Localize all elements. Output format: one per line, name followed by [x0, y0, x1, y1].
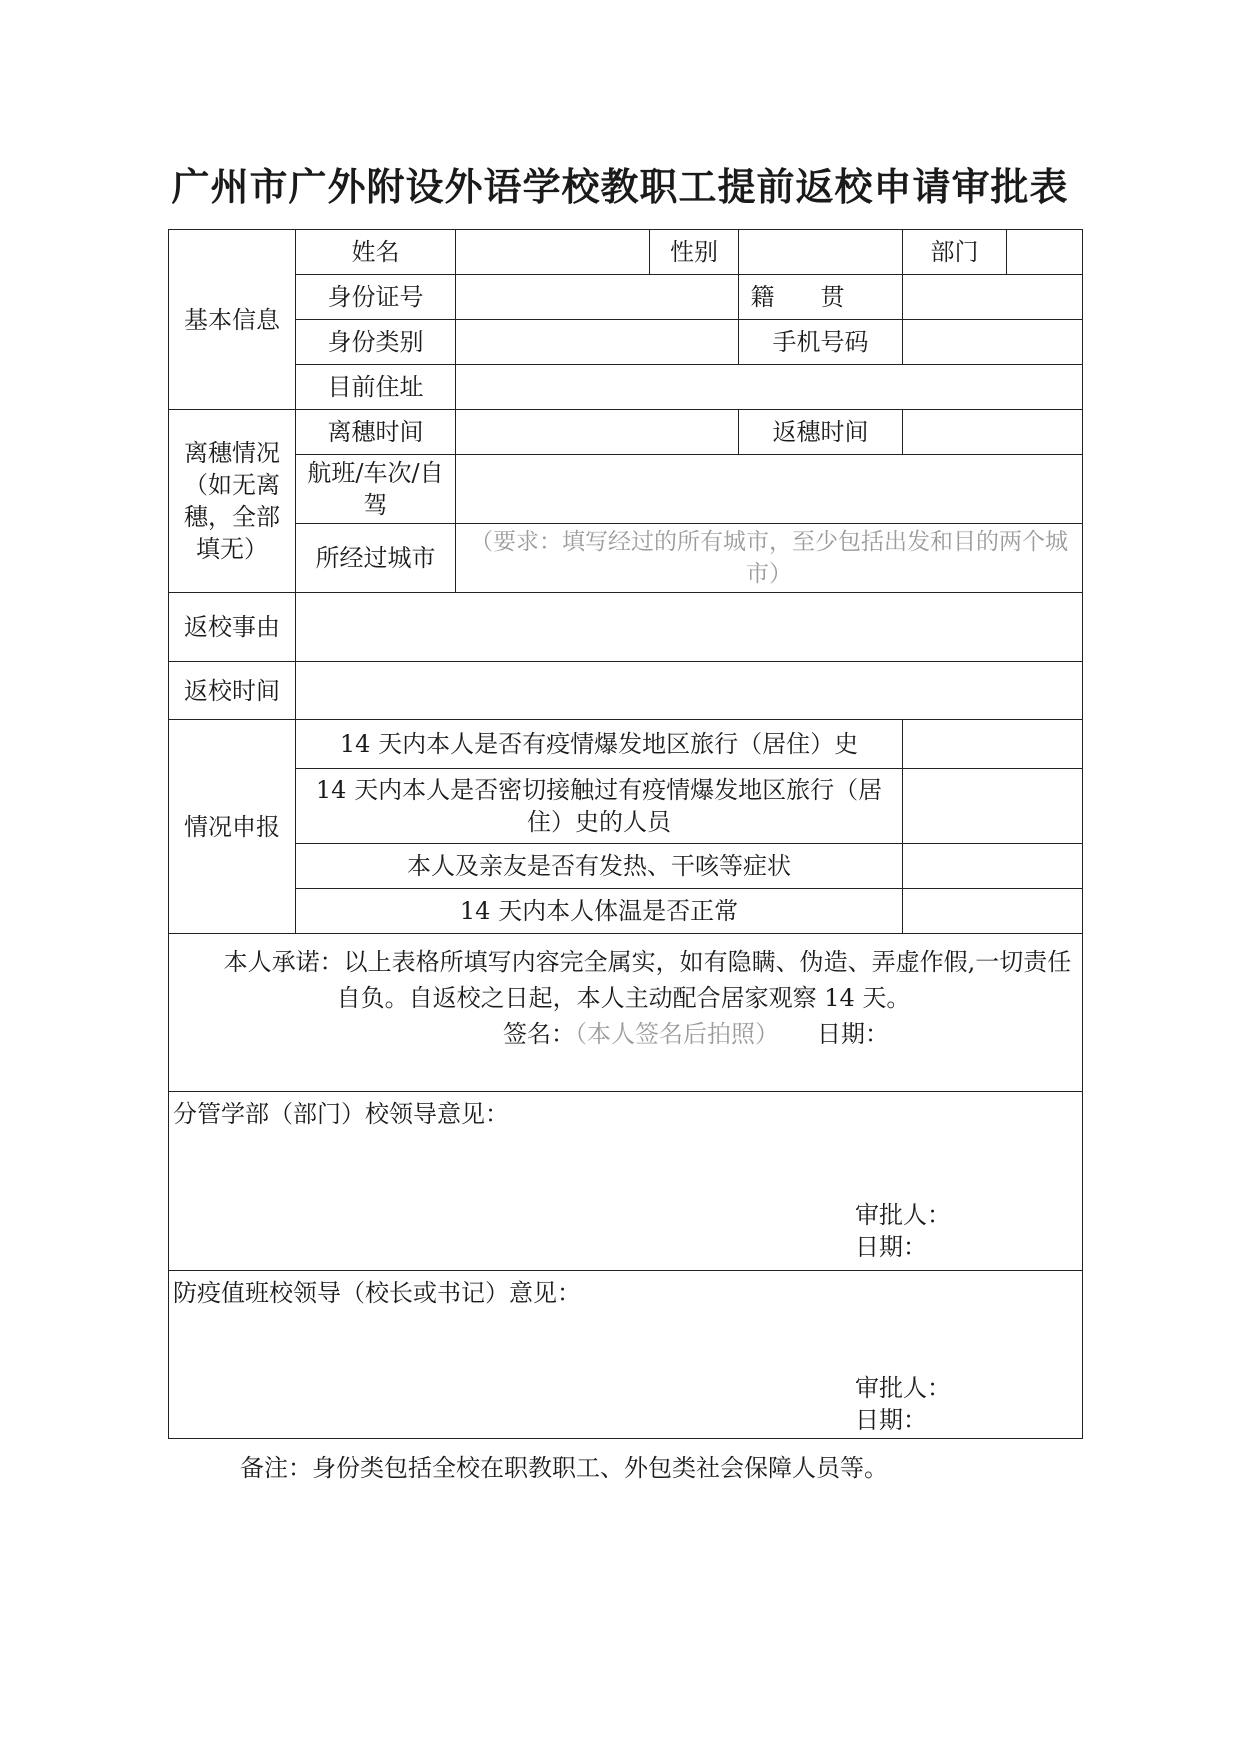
name-field[interactable]: [456, 230, 650, 275]
duty-opinion-label: 防疫值班校领导（校长或书记）意见：: [173, 1279, 581, 1307]
declaration-answer-1[interactable]: [903, 720, 1083, 769]
declaration-question-2: 14 天内本人是否密切接触过有疫情爆发地区旅行（居住）史的人员: [296, 769, 903, 844]
footnote: 备注：身份类包括全校在职教职工、外包类社会保障人员等。: [240, 1454, 888, 1482]
id-type-label: 身份类别: [296, 320, 456, 365]
id-type-field[interactable]: [456, 320, 739, 365]
dept-approver-label: 审批人：: [855, 1201, 951, 1229]
leave-time-label: 离穗时间: [296, 410, 456, 455]
address-label: 目前住址: [296, 365, 456, 410]
return-gz-time-field[interactable]: [903, 410, 1083, 455]
return-reason-label: 返校事由: [169, 593, 296, 662]
hometown-label: [739, 275, 903, 320]
duty-approval-date-label: 日期：: [855, 1406, 927, 1434]
department-field[interactable]: [1007, 230, 1083, 275]
department-label: 部门: [903, 230, 1007, 275]
hometown-label-text: 籍贯: [750, 283, 891, 311]
cities-field-hint[interactable]: （要求：填写经过的所有城市，至少包括出发和目的两个城市）: [456, 524, 1083, 593]
phone-field[interactable]: [903, 320, 1083, 365]
id-number-label: 身份证号: [296, 275, 456, 320]
return-reason-field[interactable]: [296, 593, 1083, 662]
application-form-table: [168, 229, 1083, 1439]
return-time-field[interactable]: [296, 662, 1083, 720]
cities-label: 所经过城市: [296, 524, 456, 593]
name-label: 姓名: [296, 230, 456, 275]
declaration-answer-3[interactable]: [903, 844, 1083, 889]
gender-label: 性别: [650, 230, 739, 275]
transport-field[interactable]: [456, 455, 1083, 524]
gender-field[interactable]: [739, 230, 903, 275]
return-gz-time-label: 返穗时间: [739, 410, 903, 455]
declaration-question-4: 14 天内本人体温是否正常: [296, 889, 903, 934]
signature-line: [173, 1016, 1074, 1052]
signature-label: 签名：: [503, 1020, 575, 1048]
pledge-text: 本人承诺：以上表格所填写内容完全属实，如有隐瞒、伪造、弄虚作假,一切责任自负。自返校之日起，本人主动配合居家观察 14 天。: [223, 948, 1072, 1012]
declaration-answer-2[interactable]: [903, 769, 1083, 844]
leave-info-section-label: 离穗情况（如无离穗，全部填无）: [169, 410, 296, 593]
declaration-question-3: 本人及亲友是否有发热、干咳等症状: [296, 844, 903, 889]
duty-opinion-section[interactable]: [169, 1271, 1083, 1439]
declaration-question-1: 14 天内本人是否有疫情爆发地区旅行（居住）史: [296, 720, 903, 769]
phone-label: 手机号码: [739, 320, 903, 365]
return-time-label: 返校时间: [169, 662, 296, 720]
id-number-field[interactable]: [456, 275, 739, 320]
form-title: 广州市广外附设外语学校教职工提前返校申请审批表: [171, 164, 1069, 209]
basic-info-section-label: 基本信息: [169, 230, 296, 410]
dept-opinion-label: 分管学部（部门）校领导意见：: [173, 1100, 509, 1128]
dept-approval-date-label: 日期：: [855, 1233, 927, 1261]
pledge-section: [169, 934, 1083, 1092]
declaration-answer-4[interactable]: [903, 889, 1083, 934]
leave-time-field[interactable]: [456, 410, 739, 455]
declaration-section-label: 情况申报: [169, 720, 296, 934]
transport-label: 航班/车次/自驾: [296, 455, 456, 524]
pledge-date-label: 日期：: [817, 1020, 889, 1048]
duty-approver-label: 审批人：: [855, 1374, 951, 1402]
address-field[interactable]: [456, 365, 1083, 410]
hometown-field[interactable]: [903, 275, 1083, 320]
signature-hint[interactable]: （本人签名后拍照）: [575, 1020, 779, 1048]
dept-opinion-section[interactable]: [169, 1092, 1083, 1271]
